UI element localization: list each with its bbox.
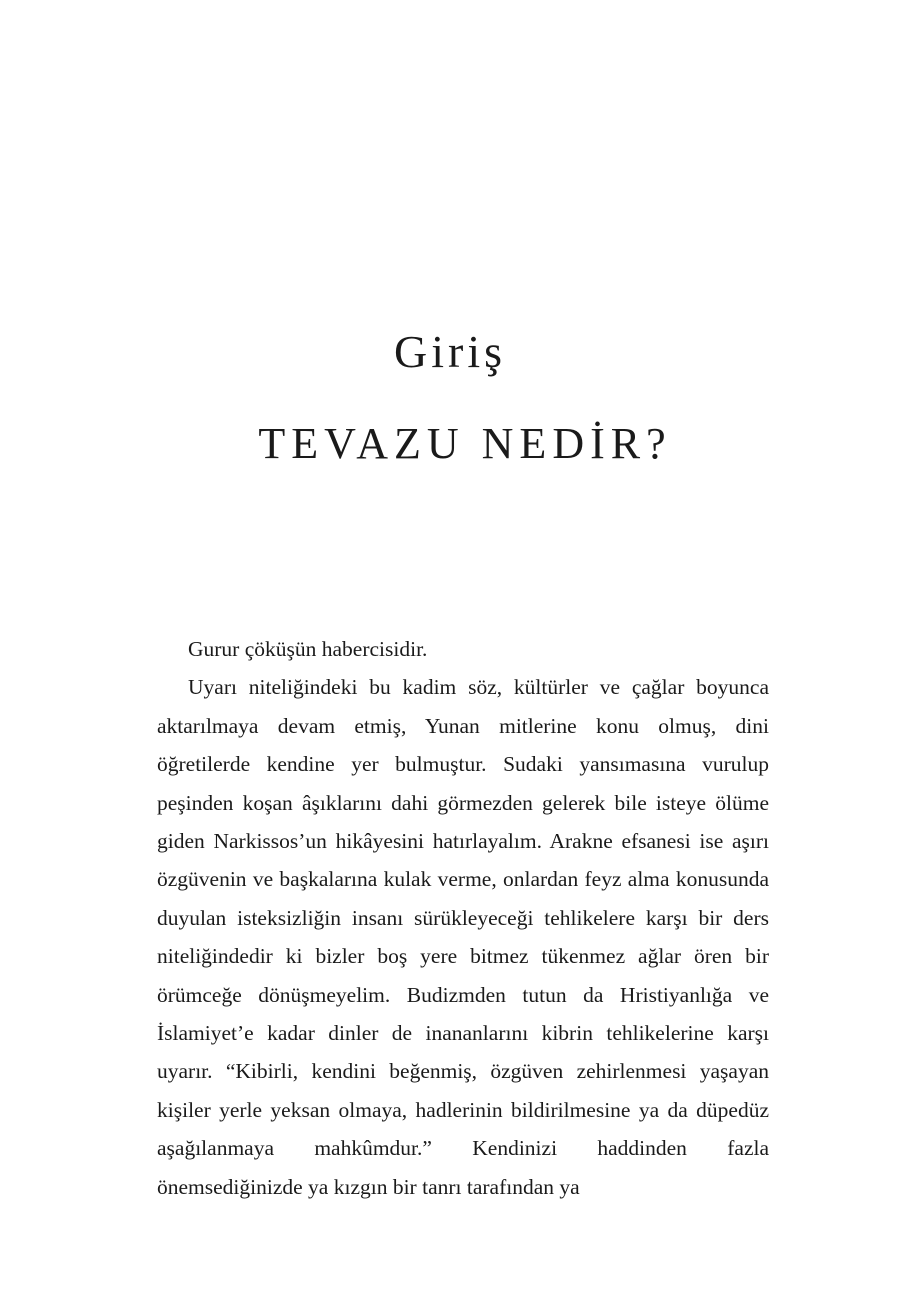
chapter-label: Giriş [394, 326, 506, 377]
body-paragraph: Uyarı niteliğindeki bu kadim söz, kültürler ve çağlar boyunca aktarılmaya devam etmiş, Yunan mitlerine konu olmuş, dini öğretilerde kendine yer bulmuştur. Sudaki yansımasına vurulup peşinden koşan âşıklarını dahi görmezden gelerek bile isteye ölüme giden Narkissos’un hikâyesini hatırlayalım. Arakne efsanesi ise aşırı özgüvenin ve başkalarına kulak verme, onlardan feyz alma konusunda duyulan isteksizliğin insanı sürükleyeceği tehlikelere karşı bir ders niteliğindedir ki bizler boş yere bitmez tükenmez ağlar ören bir örümceğe dönüşmeyelim. Budizmden tutun da Hristiyanlığa ve İslamiyet’e kadar dinler de inananlarını kibrin tehlikelerine karşı uyarır. “Kibirli, kendini beğenmiş, özgüven zehirlenmesi yaşayan kişiler yerle yeksan olmaya, hadlerinin bildirilmesine ya da düpedüz aşağılanmaya mahkûmdur.” Kendinizi haddinden fazla önemsediğinizde ya kızgın bir tanrı tarafından ya [157, 675, 769, 1199]
chapter-title: TEVAZU NEDİR? [258, 419, 672, 468]
epigraph-paragraph: Gurur çöküşün habercisidir. [188, 637, 428, 661]
body-text [157, 630, 769, 1206]
